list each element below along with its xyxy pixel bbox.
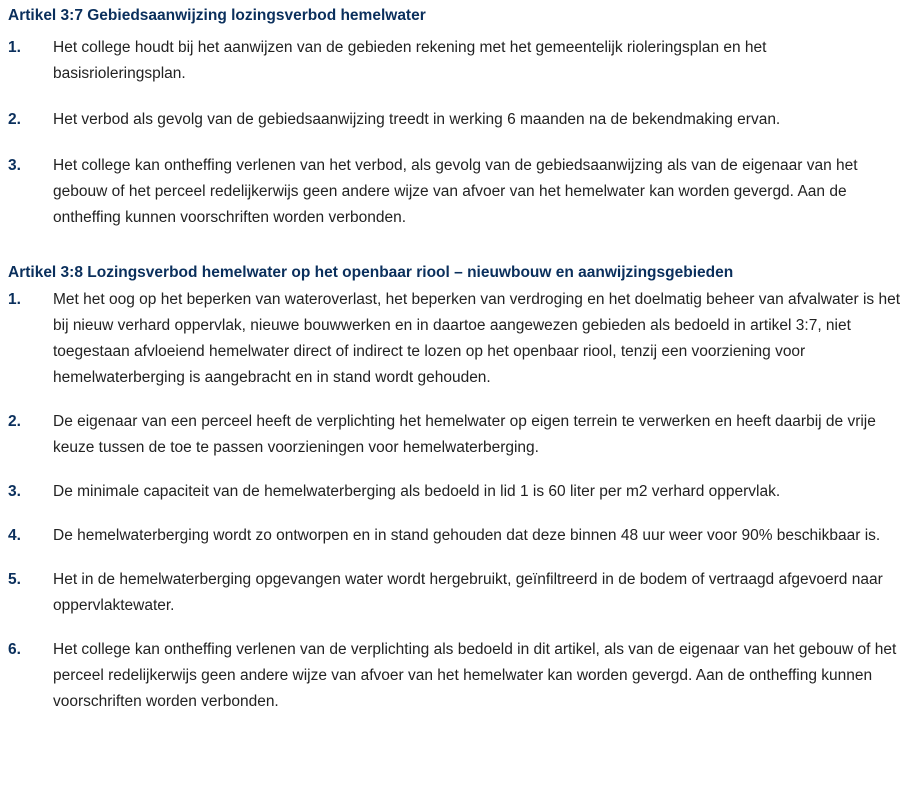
item-text: Het college houdt bij het aanwijzen van de gebieden rekening met het gemeentelijk rioleringsplan en het basisrioleringsplan. [53, 39, 767, 82]
list-item [8, 153, 907, 231]
item-text: De eigenaar van een perceel heeft de verplichting het hemelwater op eigen terrein te verwerken en heeft daarbij de vrije keuze tussen de toe te passen voorzieningen voor hemelwaterberging. [53, 413, 876, 456]
item-number: 1. [8, 291, 21, 308]
item-text: De minimale capaciteit van de hemelwaterberging als bedoeld in lid 1 is 60 liter per m2 verhard oppervlak. [53, 483, 781, 500]
item-number: 4. [8, 527, 21, 544]
item-text: Het college kan ontheffing verlenen van het verbod, als gevolg van de gebiedsaanwijzing als van de eigenaar van het gebouw of het perceel redelijkerwijs geen andere wijze van afvoer van het hemelwater kan worden gevergd. Aan de ontheffing kunnen voorschriften worden verbonden. [53, 157, 858, 226]
list-item [8, 523, 907, 549]
item-text: Met het oog op het beperken van wateroverlast, het beperken van verdroging en het doelmatig beheer van afvalwater is het bij nieuw verhard oppervlak, nieuwe bouwwerken en in daartoe aangewezen gebieden als bedoeld in artikel 3:7, niet toegestaan afvloeiend hemelwater direct of indirect te lozen op het openbaar riool, tenzij een voorziening voor hemelwaterberging is aangebracht en in stand wordt gehouden. [53, 291, 901, 386]
item-text: Het college kan ontheffing verlenen van de verplichting als bedoeld in dit artikel, als van de eigenaar van het gebouw of het perceel redelijkerwijs geen andere wijze van afvoer van het hemelwater kan worden gevergd. Aan de ontheffing kunnen voorschriften worden verbonden. [53, 641, 897, 710]
item-number: 6. [8, 641, 21, 658]
item-number: 2. [8, 413, 21, 430]
item-text: De hemelwaterberging wordt zo ontworpen en in stand gehouden dat deze binnen 48 uur weer voor 90% beschikbaar is. [53, 527, 881, 544]
article-3-8 [8, 231, 907, 715]
list-item [8, 287, 907, 391]
list-item [8, 409, 907, 461]
list-item [8, 567, 907, 619]
article-title: Artikel 3:8 Lozingsverbod hemelwater op het openbaar riool – nieuwbouw en aanwijzingsgebieden [8, 264, 734, 281]
item-text: Het in de hemelwaterberging opgevangen water wordt hergebruikt, geïnfiltreerd in de bodem of vertraagd afgevoerd naar oppervlaktewater. [53, 571, 883, 614]
article-items-list [8, 287, 907, 715]
article-items-list [8, 35, 907, 231]
item-number: 5. [8, 571, 21, 588]
item-number: 1. [8, 39, 21, 56]
item-number: 3. [8, 157, 21, 174]
article-title: Artikel 3:7 Gebiedsaanwijzing lozingsverbod hemelwater [8, 7, 426, 24]
list-item [8, 479, 907, 505]
list-item [8, 107, 907, 133]
item-text: Het verbod als gevolg van de gebiedsaanwijzing treedt in werking 6 maanden na de bekendmaking ervan. [53, 111, 781, 128]
article-3-7 [8, 0, 907, 231]
item-number: 3. [8, 483, 21, 500]
list-item [8, 35, 907, 87]
list-item [8, 637, 907, 715]
item-number: 2. [8, 111, 21, 128]
